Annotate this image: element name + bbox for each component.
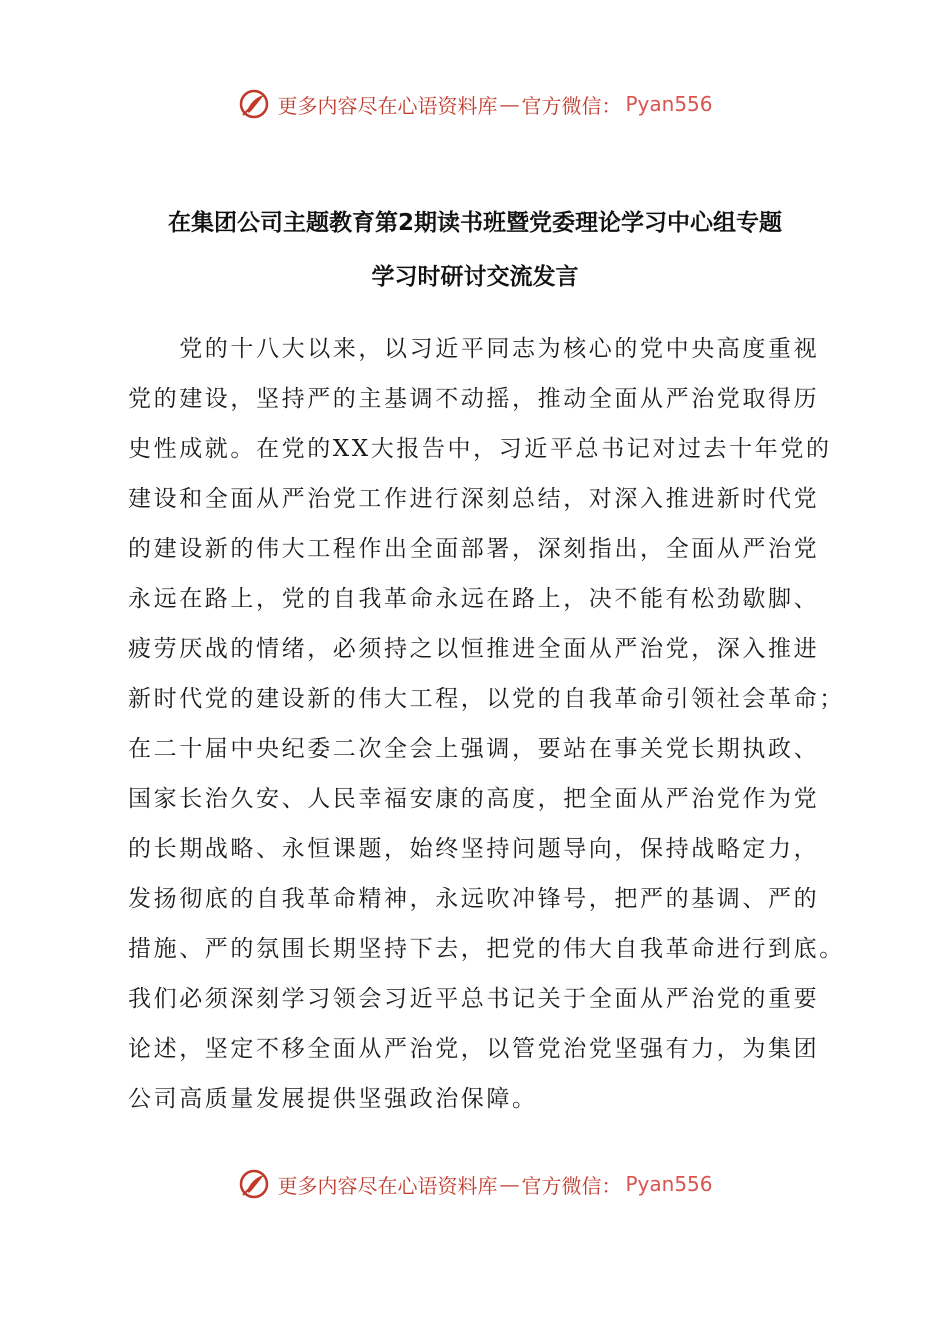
body-line: 发扬彻底的自我革命精神，永远吹冲锋号，把严的基调、严的 [128,886,820,912]
brand-logo-icon [237,87,271,121]
body-line: 的建设新的伟大工程作出全面部署，深刻指出，全面从严治党 [128,536,820,562]
banner-dash: — [499,92,520,116]
banner-wechat-id: Pyan556 [625,1172,713,1196]
document-title [100,196,850,304]
body-line: 建设和全面从严治党工作进行深刻总结，对深入推进新时代党 [128,486,820,512]
body-line: 论述，坚定不移全面从严治党，以管党治党坚强有力，为集团 [128,1036,820,1062]
body-line: 国家长治久安、人民幸福安康的高度，把全面从严治党作为党 [128,786,820,812]
banner-wechat-label: 官方微信： [521,1173,622,1198]
body-line: 党的十八大以来，以习近平同志为核心的党中央高度重视 [128,336,820,362]
body-line: 的长期战略、永恒课题，始终坚持问题导向，保持战略定力， [128,836,820,862]
body-line: 疲劳厌战的情绪，必须持之以恒推进全面从严治党，深入推进 [128,636,820,662]
title-line-2: 学习时研讨交流发言 [371,264,579,290]
body-line: 在二十届中央纪委二次全会上强调，要站在事关党长期执政、 [128,736,820,762]
banner-wechat-id: Pyan556 [625,92,713,116]
brand-logo-icon [237,1167,271,1201]
body-line: 永远在路上，党的自我革命永远在路上，决不能有松劲歇脚、 [128,586,820,612]
body-line: 史性成就。在党的XX大报告中，习近平总书记对过去十年党的 [128,436,832,462]
document-body [128,324,844,1124]
banner-brand-text: 更多内容尽在心语资料库 [277,93,498,118]
banner-wechat-label: 官方微信： [521,93,622,118]
body-line: 公司高质量发展提供坚强政治保障。 [128,1086,538,1112]
body-line: 党的建设，坚持严的主基调不动摇，推动全面从严治党取得历 [128,386,820,412]
body-line: 措施、严的氛围长期坚持下去，把党的伟大自我革命进行到底。 [128,936,845,962]
banner-dash: — [499,1172,520,1196]
footer-banner [0,1162,950,1206]
body-line: 我们必须深刻学习领会习近平总书记关于全面从严治党的重要 [128,986,820,1012]
banner-brand-text: 更多内容尽在心语资料库 [277,1173,498,1198]
header-banner [0,82,950,126]
body-line: 新时代党的建设新的伟大工程，以党的自我革命引领社会革命； [128,686,845,712]
title-line-1: 在集团公司主题教育第2期读书班暨党委理论学习中心组专题 [167,210,782,236]
